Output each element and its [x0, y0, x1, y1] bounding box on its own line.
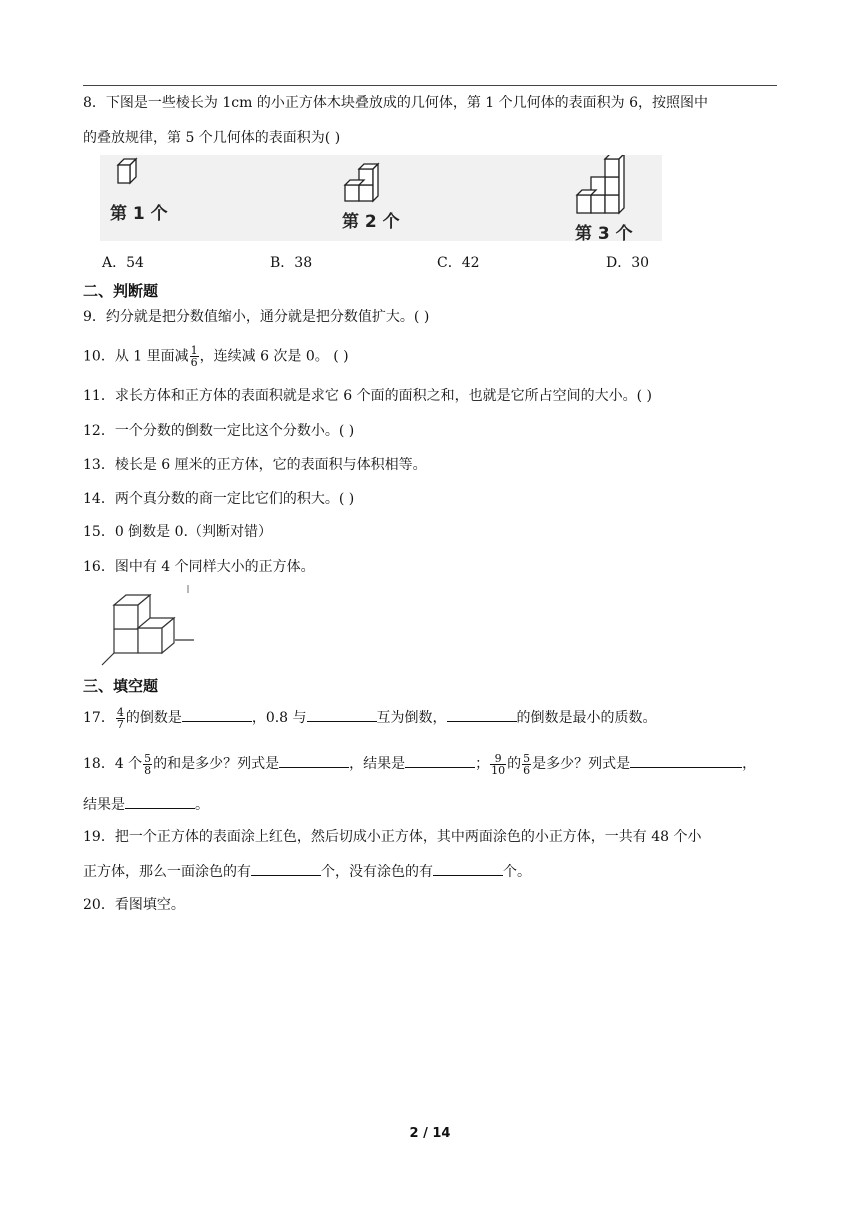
q18-fraction-2: $\frac{9}{10}$: [491, 751, 506, 777]
question-15: 15．0 倒数是 0.（判断对错）: [83, 524, 272, 540]
question-10: [83, 345, 349, 368]
question-11: 11．求长方体和正方体的表面积就是求它 6 个面的面积之和，也就是它所占空间的大小。( ): [83, 388, 652, 404]
q8-option-d: D．30: [606, 255, 650, 271]
q8-option-a: A．54: [102, 255, 144, 271]
q17-fraction: $\frac{4}{7}$: [116, 705, 124, 731]
q8-line1: 8．下图是一些棱长为 1cm 的小正方体木块叠放成的几何体，第 1 个几何体的表面积为 6，按照图中: [83, 95, 708, 111]
q17-blank-2[interactable]: [307, 706, 377, 722]
q18-blank-2[interactable]: [405, 752, 475, 768]
q19-blank-1[interactable]: [251, 860, 321, 876]
page-number: 2 / 14: [409, 1126, 451, 1141]
q10-fraction: $\frac{1}{6}$: [190, 344, 198, 369]
q18-fraction-1: $\frac{5}{8}$: [144, 751, 152, 777]
figure-label-2: 第 2 个: [342, 212, 400, 232]
q19-blank-2[interactable]: [433, 860, 503, 876]
q17-blank-3[interactable]: [447, 706, 517, 722]
question-18-line2: 结果是 。: [83, 793, 209, 815]
q8-figure: [100, 155, 662, 244]
q17-blank-1[interactable]: [182, 706, 252, 722]
header-rule: [83, 85, 777, 86]
question-20: 20．看图填空。: [83, 897, 185, 913]
question-19-line2: 正方体，那么一面涂色的有 个，没有涂色的有 个。: [83, 860, 531, 882]
question-14: 14．两个真分数的商一定比它们的积大。( ): [83, 491, 355, 507]
q10-text-post: ，连续减 6 次是 0。 ( ): [199, 348, 349, 365]
q8-option-c: C．42: [437, 255, 480, 271]
question-9: 9．约分就是把分数值缩小，通分就是把分数值扩大。( ): [83, 309, 430, 325]
q18-blank-4[interactable]: [125, 793, 195, 809]
q18-blank-1[interactable]: [279, 752, 349, 768]
question-18: 18．4 个 $\frac{5}{8}$ 的和是多少？列式是 ，结果是 ； $\frac{9}{10}$ 的 $\frac{5}{6}$ 是多少？列式是 ，: [83, 751, 757, 777]
section-heading-judgement: 二、判断题: [83, 282, 159, 300]
q8-option-b: B．38: [270, 255, 313, 271]
section-heading-fill-blank: 三、填空题: [83, 677, 159, 695]
q8-line2: 的叠放规律，第 5 个几何体的表面积为( ): [83, 130, 341, 146]
q18-fraction-3: $\frac{5}{6}$: [523, 751, 531, 777]
question-19-line1: 19．把一个正方体的表面涂上红色，然后切成小正方体，其中两面涂色的小正方体，一共有 48 个小: [83, 829, 702, 845]
question-17: 17． $\frac{4}{7}$ 的倒数是 ，0.8 与 互为倒数， 的倒数是最小的质数。: [83, 705, 657, 731]
question-16: 16．图中有 4 个同样大小的正方体。: [83, 559, 315, 575]
q16-figure: [100, 585, 196, 667]
question-13: 13．棱长是 6 厘米的正方体，它的表面积与体积相等。: [83, 457, 427, 473]
figure-label-3: 第 3 个: [575, 224, 633, 244]
question-12: 12．一个分数的倒数一定比这个分数小。( ): [83, 423, 355, 439]
cubes-illustration: [100, 585, 196, 667]
figure-label-1: 第 1 个: [110, 204, 168, 224]
q10-text-pre: 10．从 1 里面减: [83, 348, 189, 365]
q18-blank-3[interactable]: [630, 752, 742, 768]
